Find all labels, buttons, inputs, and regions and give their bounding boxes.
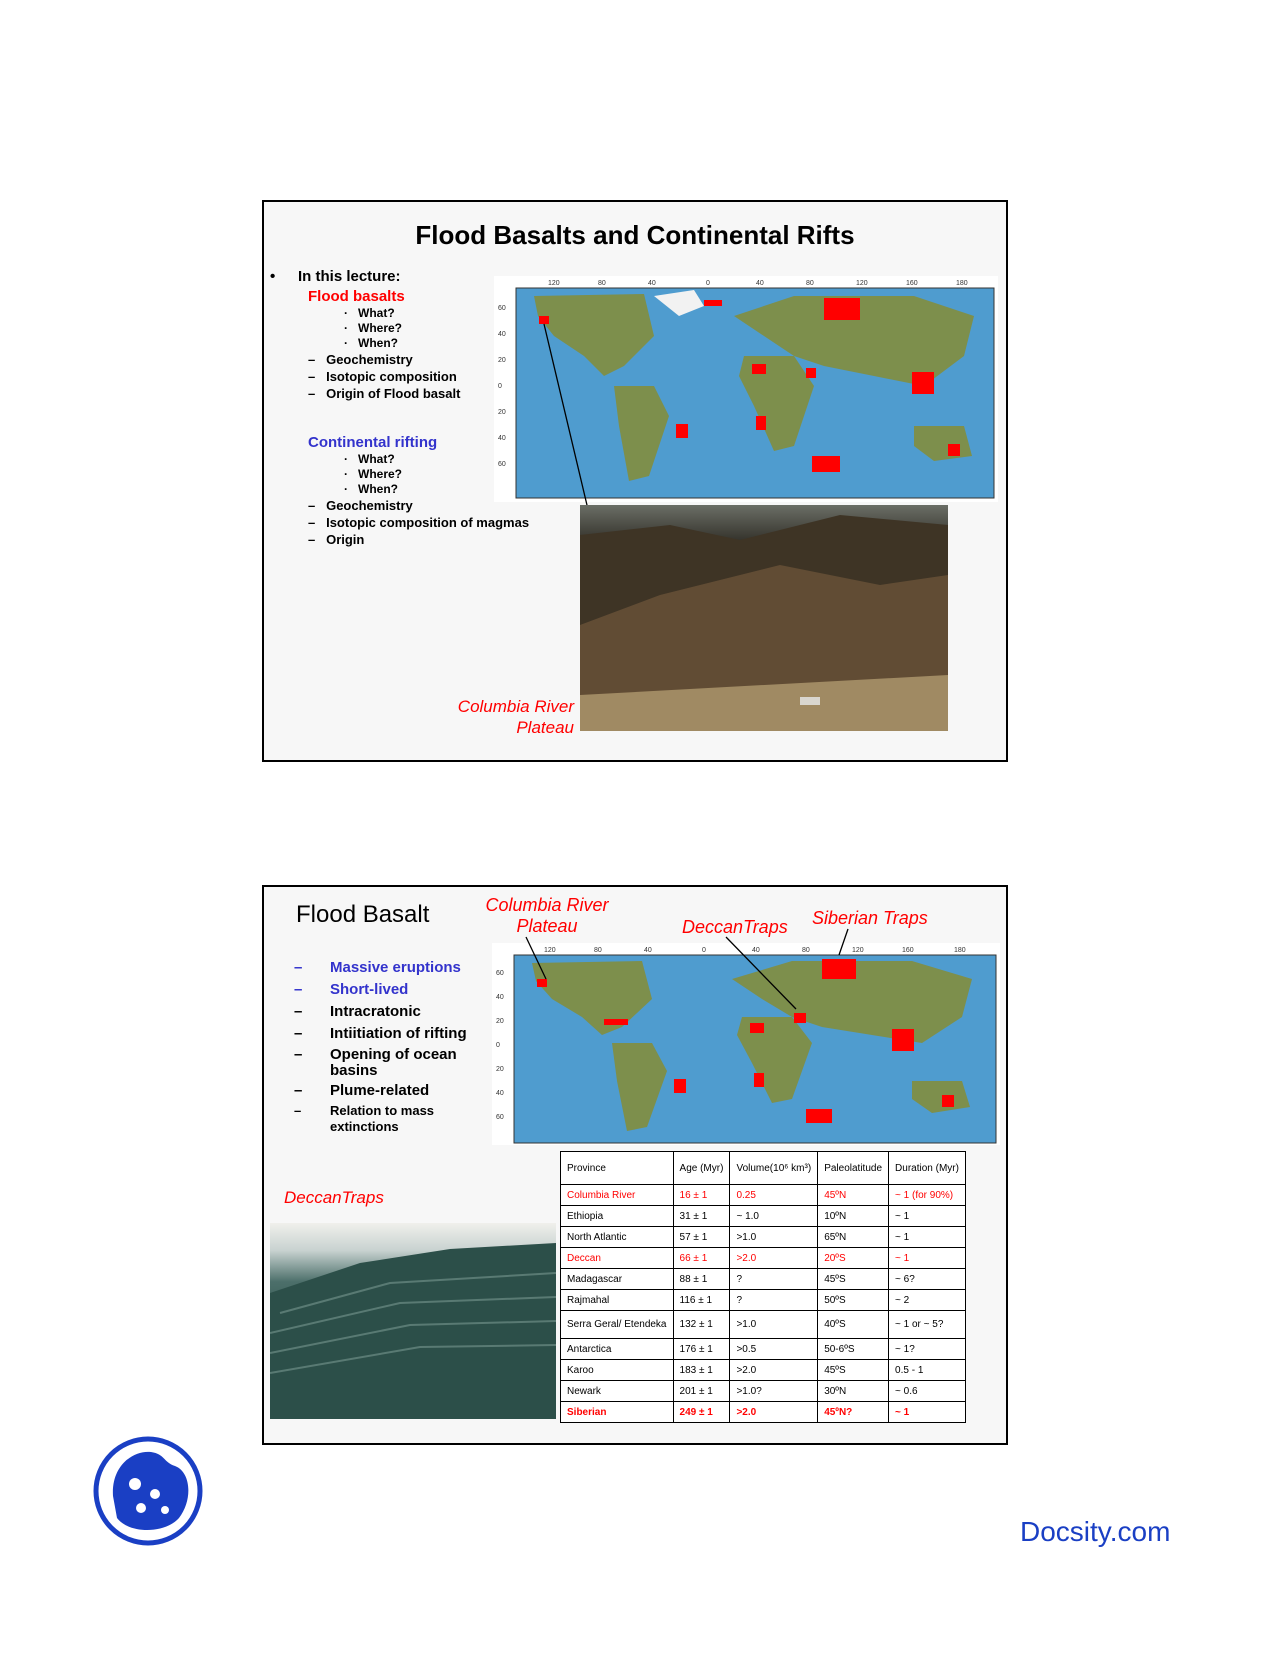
map1-lon-0: 120	[548, 280, 560, 287]
map1-lon-1: 80	[598, 280, 606, 287]
table-cell: North Atlantic	[561, 1227, 674, 1248]
table-cell: 0.5 - 1	[889, 1360, 966, 1381]
table-row	[561, 1311, 966, 1339]
table-cell: >1.0	[730, 1311, 818, 1339]
table-cell: ~ 1	[889, 1227, 966, 1248]
map2-lat-6: 60	[496, 1114, 504, 1121]
map2-lat-1: 40	[496, 994, 504, 1001]
table-cell: ~ 2	[889, 1290, 966, 1311]
fb-topic-1: – Geochemistry	[308, 352, 413, 367]
item-dash: –	[294, 1103, 302, 1118]
item-dash: –	[294, 1003, 303, 1020]
table-cell: ~ 1 (for 90%)	[889, 1185, 966, 1206]
table-cell: ?	[730, 1269, 818, 1290]
siberian-traps-label: Siberian Traps	[812, 908, 928, 928]
map1-lat-3: 0	[498, 383, 502, 390]
table-cell: 183 ± 1	[673, 1360, 730, 1381]
table-cell: Serra Geral/ Etendeka	[561, 1311, 674, 1339]
docsity-brand-link[interactable]: Docsity.com	[1020, 1516, 1171, 1547]
map1-lat-4: 20	[498, 409, 506, 416]
rift-topic-2: – Isotopic composition of magmas	[308, 515, 530, 530]
table-header-cell: Province	[561, 1152, 674, 1185]
table-cell: 201 ± 1	[673, 1381, 730, 1402]
table-header-cell: Volume(10⁶ km³)	[730, 1152, 818, 1185]
columbia-river-caption	[434, 696, 574, 738]
photo1-hills-svg	[580, 505, 948, 731]
map2-lon-5: 80	[802, 947, 810, 954]
rifting-heading: Continental rifting	[308, 434, 438, 451]
table-cell: 10ºN	[818, 1206, 889, 1227]
intro-text: In this lecture:	[298, 268, 401, 285]
table-cell: >2.0	[730, 1248, 818, 1269]
item-dash: –	[294, 1082, 303, 1099]
map2-lon-1: 80	[594, 947, 602, 954]
table-cell: 66 ± 1	[673, 1248, 730, 1269]
map1-lat-6: 60	[498, 461, 506, 468]
slide-flood-basalt	[262, 885, 1008, 1445]
table-cell: >0.5	[730, 1339, 818, 1360]
table-header-cell: Duration (Myr)	[889, 1152, 966, 1185]
table-cell: ?	[730, 1290, 818, 1311]
table-cell: ~ 1.0	[730, 1206, 818, 1227]
table-cell: 45ºS	[818, 1360, 889, 1381]
table-cell: 31 ± 1	[673, 1206, 730, 1227]
deccan-traps-photo	[270, 1223, 556, 1419]
map2-lat-2: 20	[496, 1018, 504, 1025]
table-cell: >2.0	[730, 1360, 818, 1381]
map2-lon-3: 0	[702, 947, 706, 954]
table-cell: Karoo	[561, 1360, 674, 1381]
table-cell: 65ºN	[818, 1227, 889, 1248]
map1-lon-8: 180	[956, 280, 968, 287]
map1-lat-1: 40	[498, 331, 506, 338]
table-cell: Rajmahal	[561, 1290, 674, 1311]
table-row	[561, 1339, 966, 1360]
table-cell: ~ 1	[889, 1402, 966, 1423]
item-dash: –	[294, 1046, 303, 1063]
table-row	[561, 1269, 966, 1290]
deccan-traps-photo-label: DeccanTraps	[284, 1188, 384, 1207]
map2-lat-4: 20	[496, 1066, 504, 1073]
intro-bullet: •	[270, 268, 276, 285]
map1-lat-2: 20	[498, 357, 506, 364]
table-cell: 249 ± 1	[673, 1402, 730, 1423]
map1-lat-5: 40	[498, 435, 506, 442]
table-cell: >1.0	[730, 1227, 818, 1248]
table-header-cell: Age (Myr)	[673, 1152, 730, 1185]
table-row	[561, 1206, 966, 1227]
table-cell: ~ 1	[889, 1248, 966, 1269]
table-cell: 45ºN?	[818, 1402, 889, 1423]
flood-basalts-heading: Flood basalts	[308, 288, 405, 305]
map2-lon-7: 160	[902, 947, 914, 954]
table-cell: 0.25	[730, 1185, 818, 1206]
flood-basalt-provinces-table	[560, 1151, 966, 1423]
table-header-row	[561, 1152, 966, 1185]
photo2-cliffs-svg	[270, 1223, 556, 1419]
rift-question-2: · Where?	[344, 467, 403, 481]
table-cell: 176 ± 1	[673, 1339, 730, 1360]
table-cell: >1.0?	[730, 1381, 818, 1402]
fb-topic-3: – Origin of Flood basalt	[308, 386, 461, 401]
item-dash: –	[294, 981, 303, 998]
map2-lon-2: 40	[644, 947, 652, 954]
table-cell: 132 ± 1	[673, 1311, 730, 1339]
table-cell: ~ 1?	[889, 1339, 966, 1360]
item-text: Short-lived	[330, 981, 409, 998]
map2-lon-4: 40	[752, 947, 760, 954]
table-cell: >2.0	[730, 1402, 818, 1423]
fb-topic-2: – Isotopic composition	[308, 369, 457, 384]
table-header-cell: Paleolatitude	[818, 1152, 889, 1185]
fb-question-2: · Where?	[344, 321, 403, 335]
columbia-label-line-1: Columbia River	[485, 895, 609, 915]
table-cell: 57 ± 1	[673, 1227, 730, 1248]
slide1-title: Flood Basalts and Continental Rifts	[415, 220, 855, 250]
slide-flood-basalts-and-rifts	[262, 200, 1008, 762]
map1-lon-2: 40	[648, 280, 656, 287]
map1-lon-7: 160	[906, 280, 918, 287]
item-text: Massive eruptions	[330, 959, 461, 976]
table-cell: 45ºN	[818, 1185, 889, 1206]
table-cell: 16 ± 1	[673, 1185, 730, 1206]
item-text: Opening of ocean basins	[330, 1046, 457, 1079]
table-cell: Deccan	[561, 1248, 674, 1269]
table-cell: 116 ± 1	[673, 1290, 730, 1311]
table-cell: Antarctica	[561, 1339, 674, 1360]
caption-line-2: Plateau	[516, 718, 574, 737]
item-text: Intracratonic	[330, 1003, 421, 1020]
table-cell: Columbia River	[561, 1185, 674, 1206]
caption-line-1: Columbia River	[457, 697, 574, 716]
item-dash: –	[294, 959, 303, 976]
item-text: Intiitiation of rifting	[330, 1025, 467, 1042]
docsity-logo	[93, 1436, 203, 1546]
rift-question-3: · When?	[344, 482, 398, 496]
map2-lon-8: 180	[954, 947, 966, 954]
table-cell: 88 ± 1	[673, 1269, 730, 1290]
table-cell: ~ 0.6	[889, 1381, 966, 1402]
table-row	[561, 1402, 966, 1423]
table-cell: 45ºS	[818, 1269, 889, 1290]
table-cell: ~ 6?	[889, 1269, 966, 1290]
columbia-label-line-2: Plateau	[516, 916, 578, 936]
table-row	[561, 1360, 966, 1381]
map1-lon-5: 80	[806, 280, 814, 287]
table-cell: Newark	[561, 1381, 674, 1402]
item-dash: –	[294, 1025, 303, 1042]
table-cell: 50ºS	[818, 1290, 889, 1311]
map2-lat-0: 60	[496, 970, 504, 977]
slide2-title: Flood Basalt	[296, 901, 430, 928]
table-cell: Ethiopia	[561, 1206, 674, 1227]
table-row	[561, 1227, 966, 1248]
table-cell: 30ºN	[818, 1381, 889, 1402]
map1-lat-0: 60	[498, 305, 506, 312]
rift-topic-1: – Geochemistry	[308, 498, 413, 513]
map1-lon-3: 0	[706, 280, 710, 287]
map2-lon-6: 120	[852, 947, 864, 954]
table-cell: 50-6ºS	[818, 1339, 889, 1360]
map2-lat-5: 40	[496, 1090, 504, 1097]
item-text: Relation to mass extinctions	[330, 1103, 435, 1134]
table-cell: ~ 1 or ~ 5?	[889, 1311, 966, 1339]
table-cell: ~ 1	[889, 1206, 966, 1227]
map2-lat-3: 0	[496, 1042, 500, 1049]
table-row	[561, 1381, 966, 1402]
table-cell: Siberian	[561, 1402, 674, 1423]
map1-lon-6: 120	[856, 280, 868, 287]
table-row	[561, 1185, 966, 1206]
table-cell: Madagascar	[561, 1269, 674, 1290]
deccan-traps-map-label: DeccanTraps	[682, 917, 788, 937]
rift-topic-3: – Origin	[308, 532, 365, 547]
map1-lon-4: 40	[756, 280, 764, 287]
table-row	[561, 1290, 966, 1311]
table-cell: 20ºS	[818, 1248, 889, 1269]
columbia-river-photo	[580, 505, 948, 731]
fb-question-3: · When?	[344, 336, 398, 350]
item-text: Plume-related	[330, 1082, 430, 1099]
map2-lon-0: 120	[544, 947, 556, 954]
table-row	[561, 1248, 966, 1269]
docsity-logo-icon	[93, 1436, 203, 1546]
fb-question-1: · What?	[344, 306, 395, 320]
rift-question-1: · What?	[344, 452, 395, 466]
table-cell: 40ºS	[818, 1311, 889, 1339]
